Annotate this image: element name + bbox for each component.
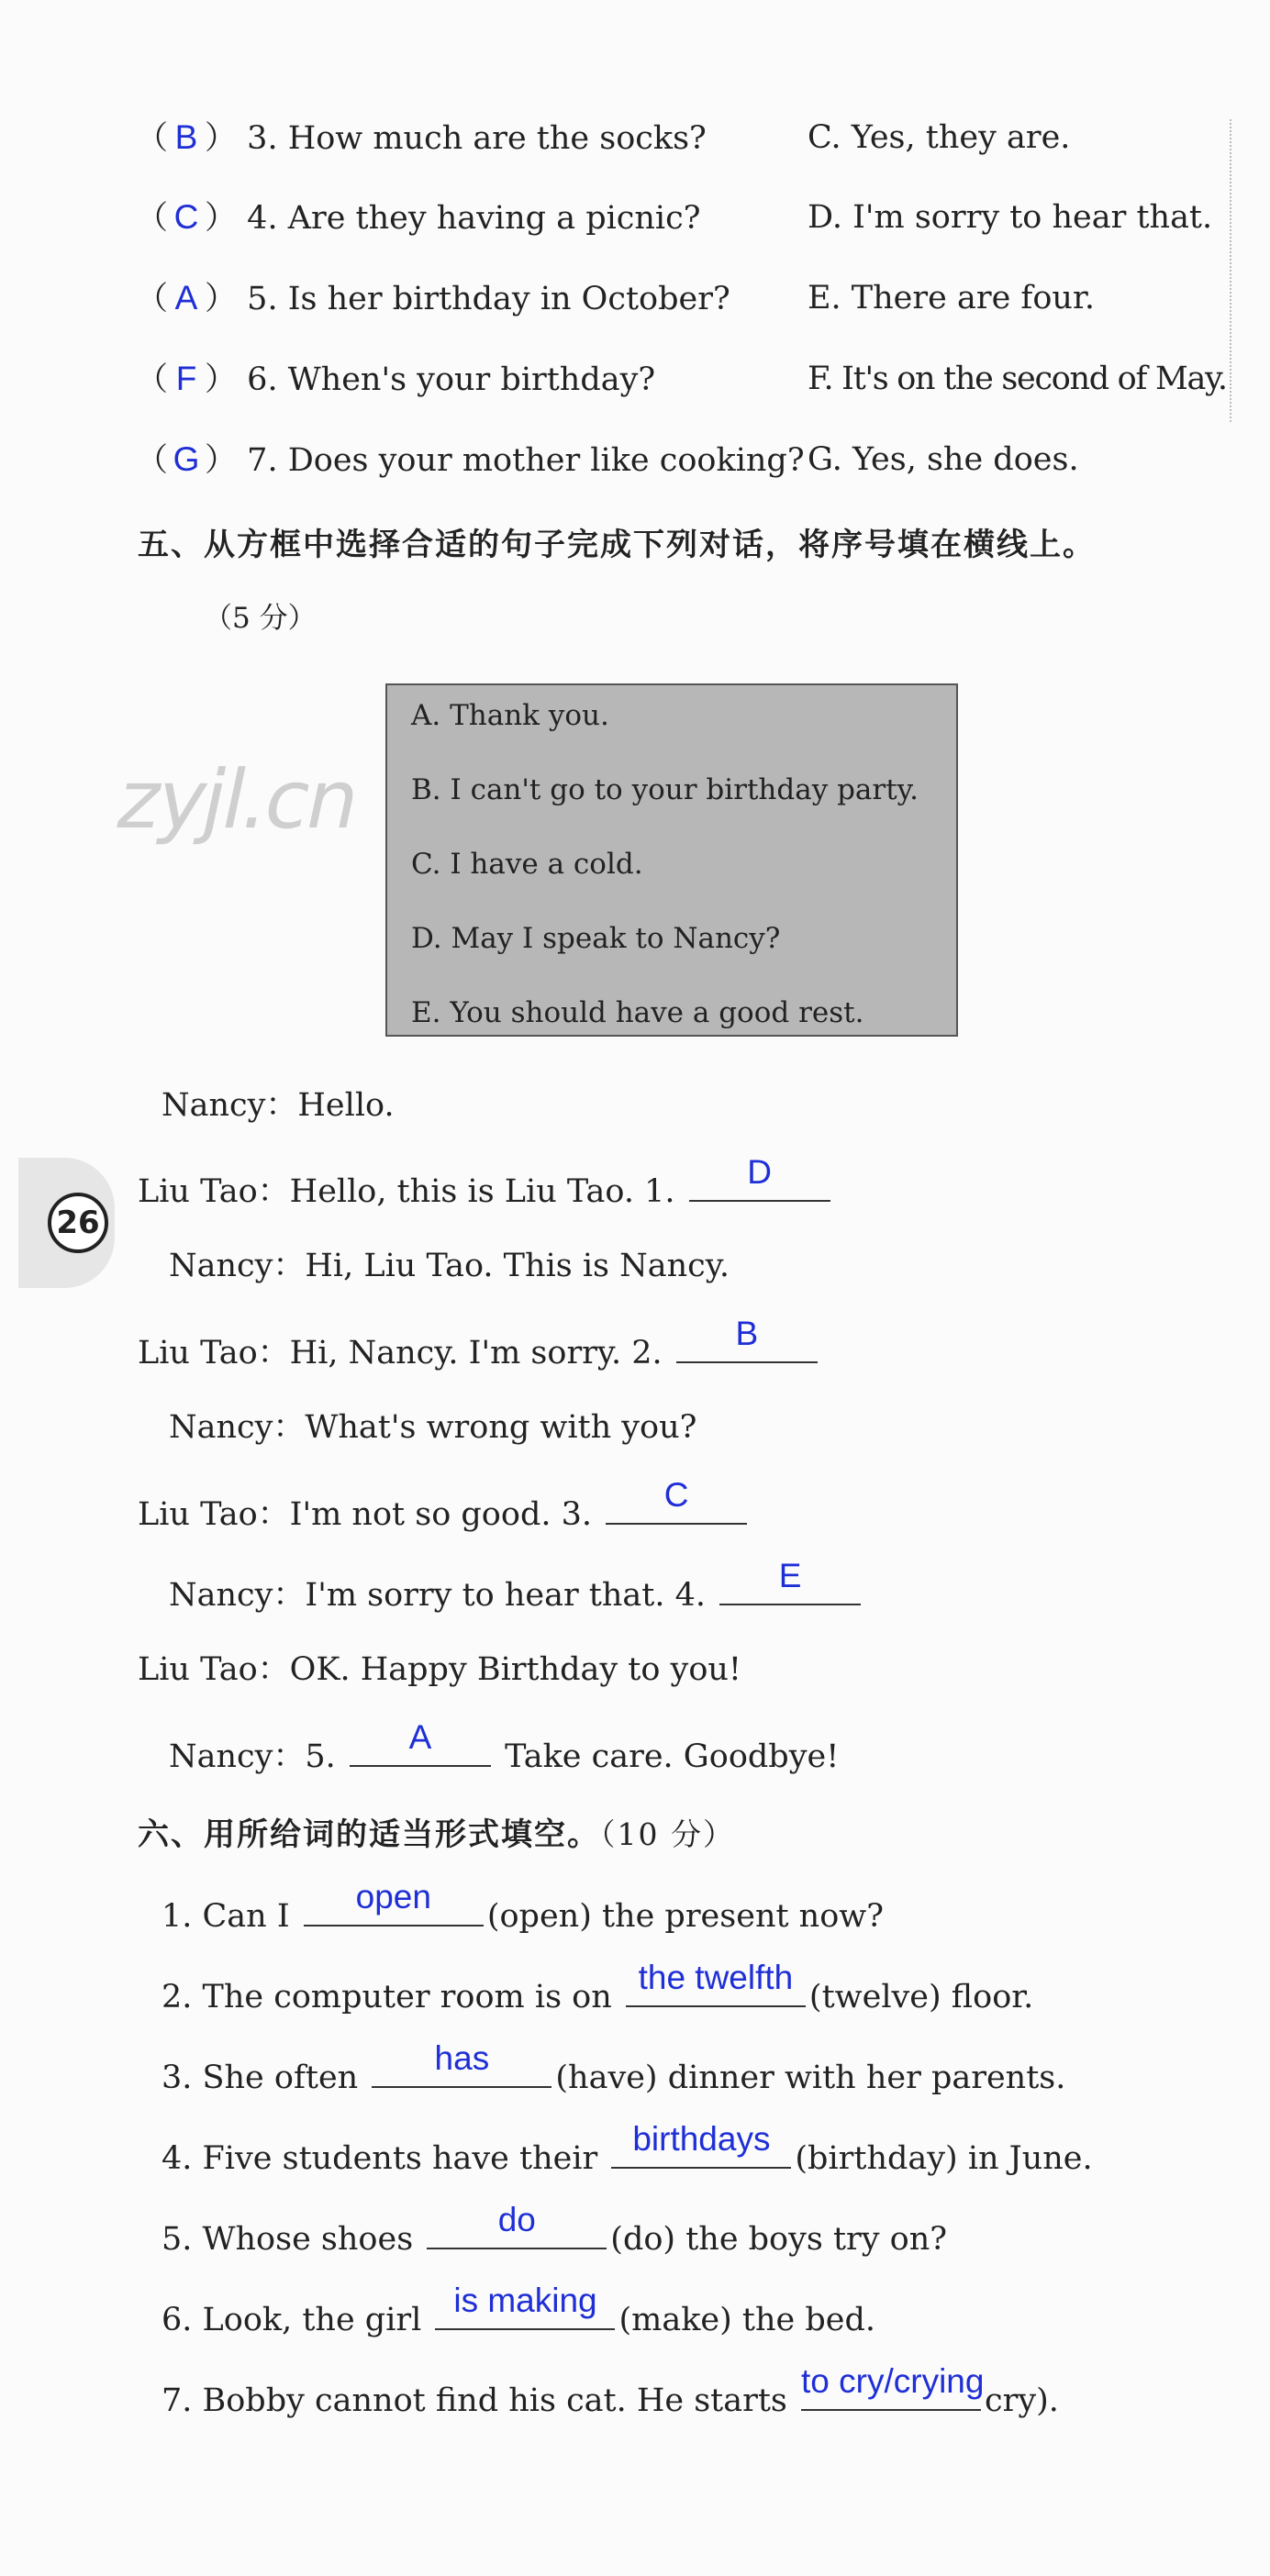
match-answer: B [174, 118, 198, 156]
dialogue-line [169, 1557, 864, 1616]
answer-text: birthdays [632, 2120, 771, 2158]
answer-blank[interactable] [689, 1153, 830, 1202]
match-question: 4. Are they having a picnic? [247, 200, 701, 237]
box-option-e: E. You should have a good rest. [411, 996, 864, 1029]
dialogue-line [138, 1476, 751, 1535]
answer-text: to cry/crying [801, 2362, 985, 2400]
watermark: zyjl.cn [109, 752, 367, 847]
box-option-c: C. I have a cold. [411, 848, 643, 881]
dialogue-text: Liu Tao：OK. Happy Birthday to you! [138, 1651, 741, 1688]
match-question: 7. Does your mother like cooking? [247, 442, 805, 479]
fill-item [162, 1959, 1034, 2017]
answer-blank[interactable] [372, 2039, 551, 2088]
fill-item [162, 1878, 885, 1937]
answer-text: is making [453, 2282, 597, 2319]
match-answer: A [174, 279, 198, 316]
dialogue-text: Nancy：Hello. [162, 1087, 395, 1124]
match-question: 6. When's your birthday? [247, 361, 656, 398]
match-row-5: （ A ） 5. Is her birthday in October? [136, 279, 730, 317]
match-answer: G [173, 440, 200, 478]
answer-blank[interactable] [435, 2282, 615, 2330]
box-option-a: A. Thank you. [411, 699, 609, 732]
answer-text: D [747, 1153, 772, 1191]
item-text: (twelve) floor. [808, 1979, 1034, 2015]
dialogue-text: Nancy：Hi, Liu Tao. This is Nancy. [169, 1248, 730, 1284]
answer-blank[interactable] [350, 1718, 491, 1767]
match-row-4: （ C ） 4. Are they having a picnic? [136, 198, 701, 237]
section5-heading: 五、从方框中选择合适的句子完成下列对话，将序号填在横线上。 [138, 527, 1096, 563]
item-text: 3. She often [162, 2060, 359, 2096]
match-option-e: E. There are four. [808, 280, 1095, 316]
fill-item [162, 2039, 1066, 2098]
item-text: (birthday) in June. [795, 2140, 1093, 2177]
box-option-b: B. I can't go to your birthday party. [411, 773, 919, 806]
answer-blank[interactable] [427, 2201, 607, 2249]
match-option-g: G. Yes, she does. [808, 441, 1079, 478]
options-box [385, 683, 958, 1037]
answer-blank[interactable] [611, 2120, 791, 2169]
match-option-c: C. Yes, they are. [808, 119, 1071, 156]
page-number: 26 [48, 1193, 108, 1253]
fill-item [162, 2282, 875, 2340]
answer-blank[interactable] [304, 1878, 484, 1926]
answer-text: open [355, 1878, 431, 1915]
match-option-f: F. It's on the second of May. [808, 361, 1227, 397]
item-text: (do) the boys try on? [610, 2221, 948, 2258]
answer-text: the twelfth [638, 1959, 794, 1996]
answer-text: A [408, 1718, 432, 1756]
match-question: 5. Is her birthday in October? [247, 281, 730, 317]
item-text: 4. Five students have their [162, 2140, 598, 2177]
match-row-6: （ F ） 6. When's your birthday? [136, 360, 656, 398]
answer-text: C [663, 1476, 689, 1514]
answer-blank[interactable] [626, 1959, 806, 2007]
dialogue-line [169, 1246, 730, 1286]
item-text: 6. Look, the girl [162, 2302, 422, 2338]
section6-title: 六、用所给词的适当形式填空。 [138, 1816, 600, 1853]
dialogue-line [169, 1718, 840, 1777]
match-question: 3. How much are the socks? [247, 120, 707, 157]
item-text: cry). [985, 2382, 1059, 2419]
match-row-7: （ G ） 7. Does your mother like cooking? [136, 440, 805, 479]
dialogue-line [169, 1407, 696, 1448]
item-text: (have) dinner with her parents. [555, 2060, 1066, 2096]
match-row-3: （ B ） 3. How much are the socks? [136, 118, 707, 157]
item-text: 5. Whose shoes [162, 2221, 414, 2258]
match-answer: C [173, 198, 199, 236]
box-option-d: D. May I speak to Nancy? [411, 922, 781, 955]
answer-text: B [735, 1315, 759, 1352]
fill-item [162, 2362, 1059, 2421]
item-text: (make) the bed. [618, 2302, 875, 2338]
dialogue-text: Nancy：What's wrong with you? [169, 1409, 697, 1446]
match-answer: F [175, 360, 197, 397]
match-option-d: D. I'm sorry to hear that. [808, 199, 1213, 236]
fill-item [162, 2120, 1093, 2179]
dialogue-text: Liu Tao：I'm not so good. 3. [138, 1496, 592, 1533]
item-text: 7. Bobby cannot find his cat. He starts [162, 2382, 787, 2419]
section6-heading [138, 1809, 735, 1854]
answer-blank[interactable] [719, 1557, 861, 1605]
dialogue-line [138, 1315, 821, 1373]
item-text: 2. The computer room is on [162, 1979, 612, 2015]
dialogue-text: Liu Tao：Hello, this is Liu Tao. 1. [138, 1173, 675, 1210]
section6-points: （10 分） [600, 1816, 735, 1852]
page-edge-divider [1230, 119, 1233, 422]
dialogue-text: Nancy：5. [169, 1738, 336, 1775]
answer-blank[interactable] [606, 1476, 747, 1525]
fill-item [162, 2201, 948, 2260]
answer-text: E [778, 1557, 802, 1594]
answer-blank[interactable] [676, 1315, 818, 1363]
dialogue-line [138, 1153, 834, 1212]
answer-text: do [497, 2201, 536, 2238]
dialogue-line [162, 1085, 395, 1126]
item-text: (open) the present now? [486, 1898, 885, 1935]
dialogue-text: Nancy：I'm sorry to hear that. 4. [169, 1577, 706, 1614]
section5-points: （5 分） [204, 602, 317, 635]
dialogue-text: Liu Tao：Hi, Nancy. I'm sorry. 2. [138, 1335, 663, 1371]
item-text: 1. Can I [162, 1898, 290, 1935]
dialogue-text: Take care. Goodbye! [505, 1738, 840, 1775]
answer-text: has [434, 2039, 490, 2077]
dialogue-line [138, 1649, 741, 1690]
answer-blank[interactable] [801, 2362, 985, 2411]
